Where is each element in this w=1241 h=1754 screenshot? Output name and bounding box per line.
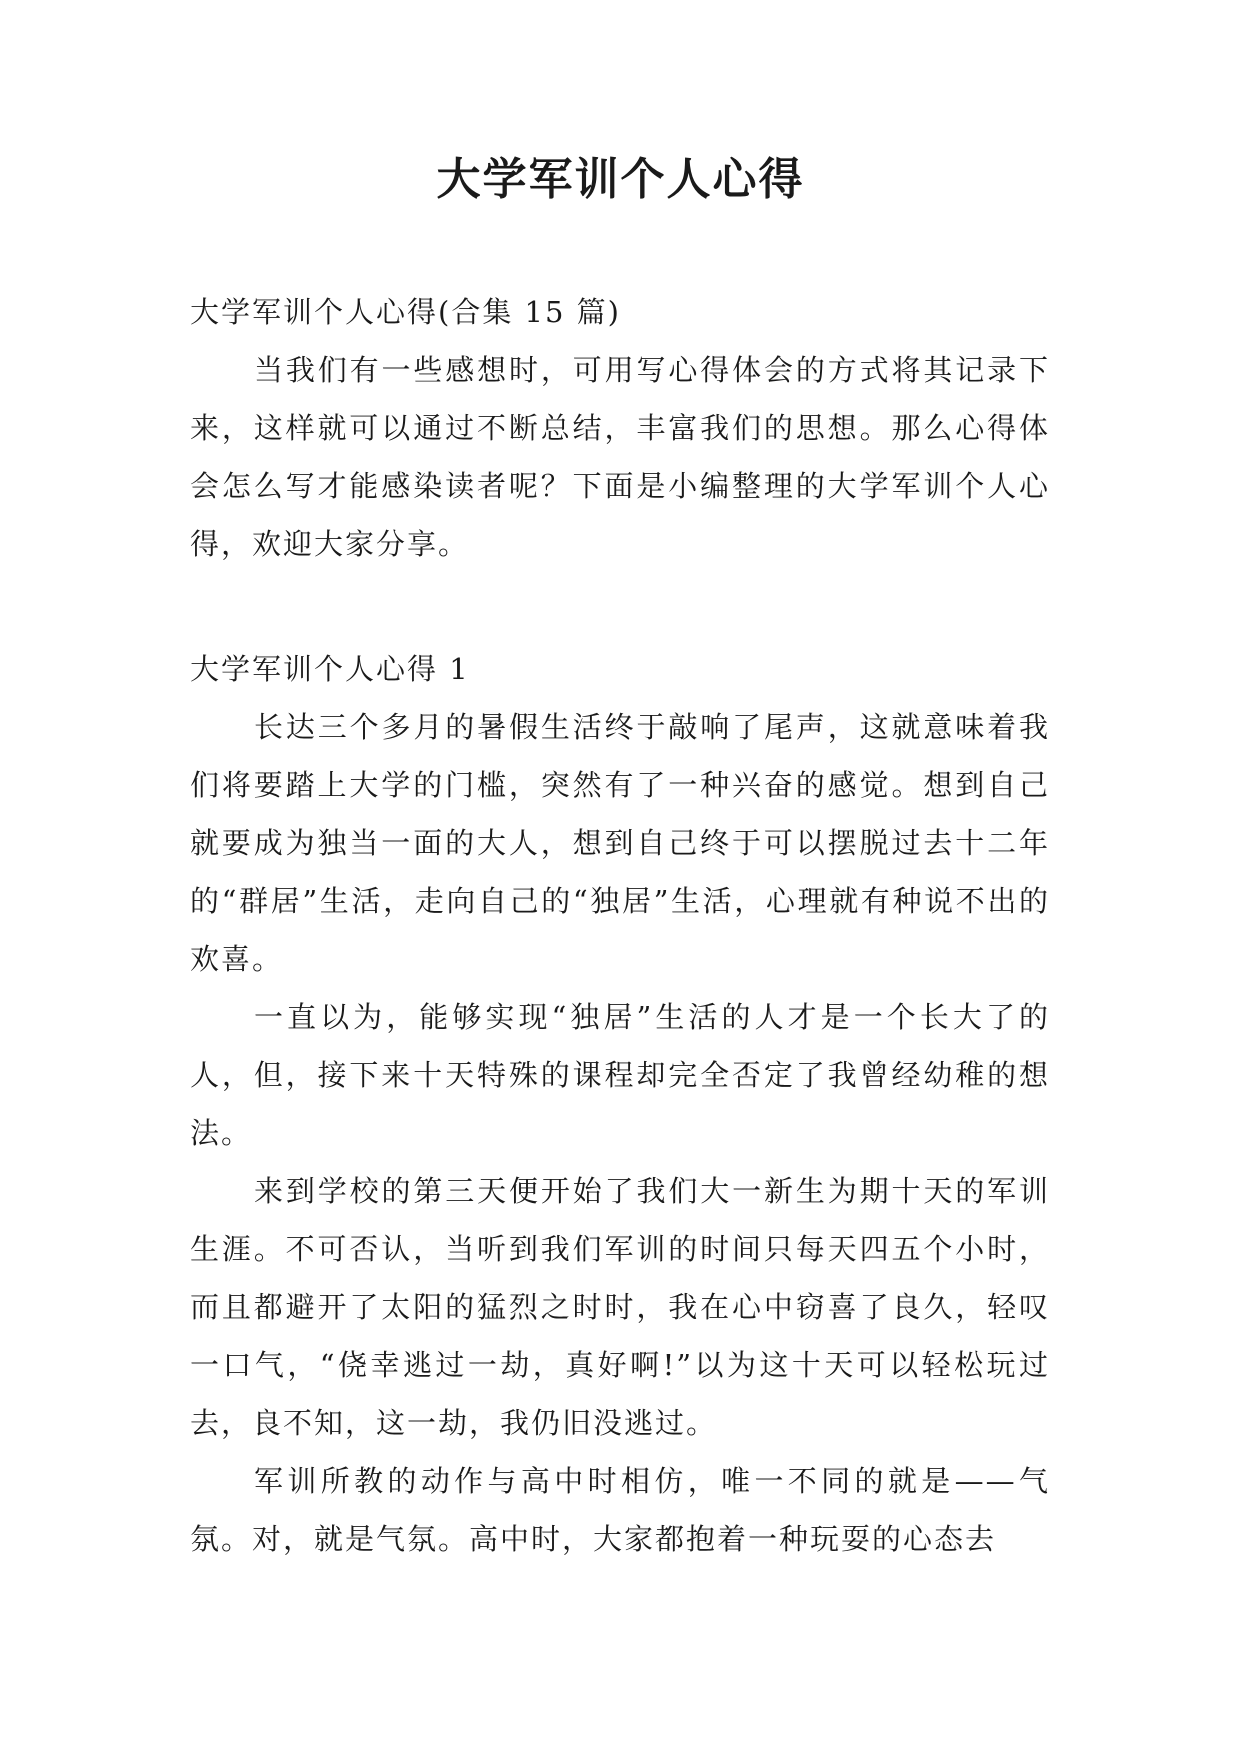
document-body bbox=[190, 283, 1050, 1568]
intro-paragraph: 当我们有一些感想时，可用写心得体会的方式将其记录下来，这样就可以通过不断总结，丰富我们的思想。那么心得体会怎么写才能感染读者呢？下面是小编整理的大学军训个人心得，欢迎大家分享。 bbox=[190, 353, 1050, 561]
section-heading: 大学军训个人心得 1 bbox=[190, 652, 470, 686]
collection-subtitle: 大学军训个人心得(合集 15 篇) bbox=[190, 295, 621, 329]
body-paragraph: 长达三个多月的暑假生活终于敲响了尾声，这就意味着我们将要踏上大学的门槛，突然有了一种兴奋的感觉。想到自己就要成为独当一面的大人，想到自己终于可以摆脱过去十二年的“群居”生活，走向自己的“独居”生活，心理就有种说不出的欢喜。 bbox=[190, 710, 1050, 976]
body-paragraph: 军训所教的动作与高中时相仿，唯一不同的就是——气氛。对，就是气氛。高中时，大家都抱着一种玩耍的心态去 bbox=[190, 1464, 1050, 1556]
body-paragraph: 来到学校的第三天便开始了我们大一新生为期十天的军训生涯。不可否认，当听到我们军训的时间只每天四五个小时，而且都避开了太阳的猛烈之时时，我在心中窃喜了良久，轻叹一口气，“侥幸逃过一劫，真好啊!”以为这十天可以轻松玩过去，良不知，这一劫，我仍旧没逃过。 bbox=[190, 1174, 1050, 1440]
body-paragraph: 一直以为，能够实现“独居”生活的人才是一个长大了的人，但，接下来十天特殊的课程却完全否定了我曾经幼稚的想法。 bbox=[190, 1000, 1050, 1150]
document-title: 大学军训个人心得 bbox=[436, 154, 805, 205]
section-spacer bbox=[190, 573, 1050, 640]
